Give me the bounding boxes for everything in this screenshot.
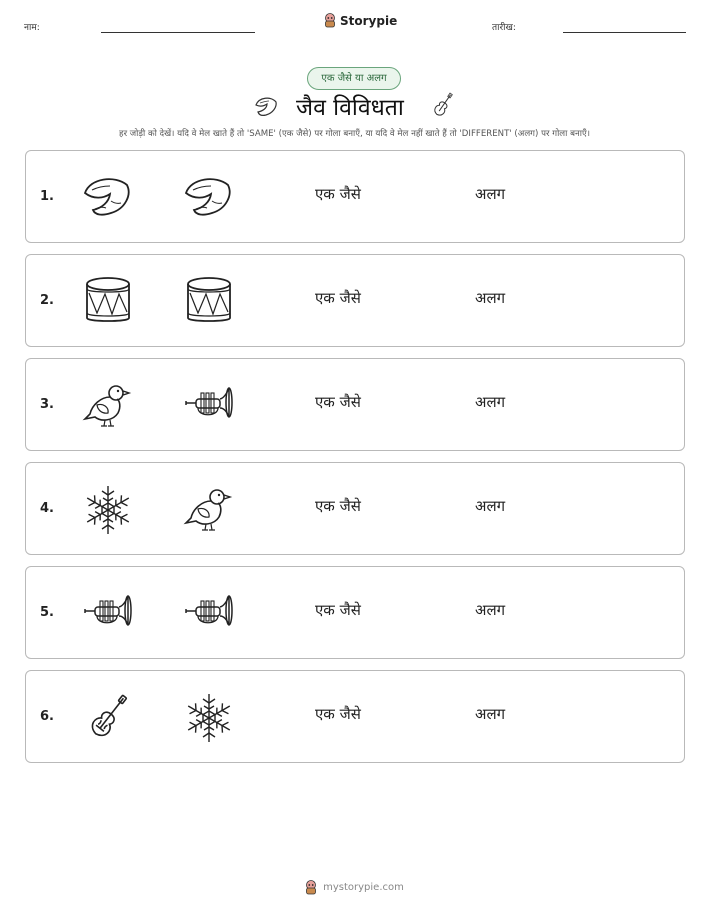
trumpet-icon: [81, 587, 135, 641]
name-line[interactable]: [101, 32, 255, 33]
drum-icon: [81, 275, 135, 329]
instructions: हर जोड़ी को देखें। यदि वे मेल खाते हैं तो 'SAME' (एक जैसे) पर गोला बनाएँ, या यदि वे मेल नहीं खाते हैं तो 'DIFFERENT' (अलग) पर गोला बनाएँ।: [119, 129, 590, 139]
date-label: तारीख:: [492, 23, 516, 33]
question-number: 1.: [40, 189, 54, 204]
trumpet-icon: [182, 379, 236, 433]
question-number: 3.: [40, 397, 54, 412]
question-number: 4.: [40, 501, 54, 516]
question-number: 6.: [40, 709, 54, 724]
question-number: 5.: [40, 605, 54, 620]
question-number: 2.: [40, 293, 54, 308]
same-option[interactable]: एक जैसे: [315, 289, 361, 307]
drum-icon: [182, 275, 236, 329]
question-row: [25, 358, 685, 451]
storypie-mascot-icon: [305, 880, 317, 895]
trumpet-icon: [182, 587, 236, 641]
different-option[interactable]: अलग: [475, 185, 506, 203]
snowflake-icon: [182, 691, 236, 745]
date-line[interactable]: [563, 32, 686, 33]
same-option[interactable]: एक जैसे: [315, 393, 361, 411]
worksheet-header: [0, 0, 709, 40]
brand-logo: [324, 13, 397, 28]
same-option[interactable]: एक जैसे: [315, 185, 361, 203]
violin-icon: [428, 90, 456, 124]
footer: [0, 880, 709, 895]
different-option[interactable]: अलग: [475, 705, 506, 723]
question-row: [25, 254, 685, 347]
same-option[interactable]: एक जैसे: [315, 497, 361, 515]
bird-icon: [81, 379, 135, 433]
toucan-beak-icon: [253, 94, 279, 120]
different-option[interactable]: अलग: [475, 289, 506, 307]
same-option[interactable]: एक जैसे: [315, 601, 361, 619]
toucan-beak-icon: [81, 171, 135, 225]
bird-icon: [182, 483, 236, 537]
footer-url[interactable]: mystorypie.com: [323, 882, 404, 893]
question-row: [25, 150, 685, 243]
different-option[interactable]: अलग: [475, 497, 506, 515]
name-label: नाम:: [24, 23, 40, 33]
question-row: [25, 566, 685, 659]
question-row: [25, 462, 685, 555]
same-option[interactable]: एक जैसे: [315, 705, 361, 723]
snowflake-icon: [81, 483, 135, 537]
brand-name: Storypie: [340, 13, 398, 28]
different-option[interactable]: अलग: [475, 393, 506, 411]
toucan-beak-icon: [182, 171, 236, 225]
question-row: [25, 670, 685, 763]
page-title: जैव विविधता: [296, 95, 404, 121]
storypie-mascot-icon: [324, 13, 336, 28]
worksheet-type-tag: एक जैसे या अलग: [307, 67, 401, 90]
different-option[interactable]: अलग: [475, 601, 506, 619]
violin-icon: [81, 691, 135, 745]
title-row: [0, 90, 709, 124]
